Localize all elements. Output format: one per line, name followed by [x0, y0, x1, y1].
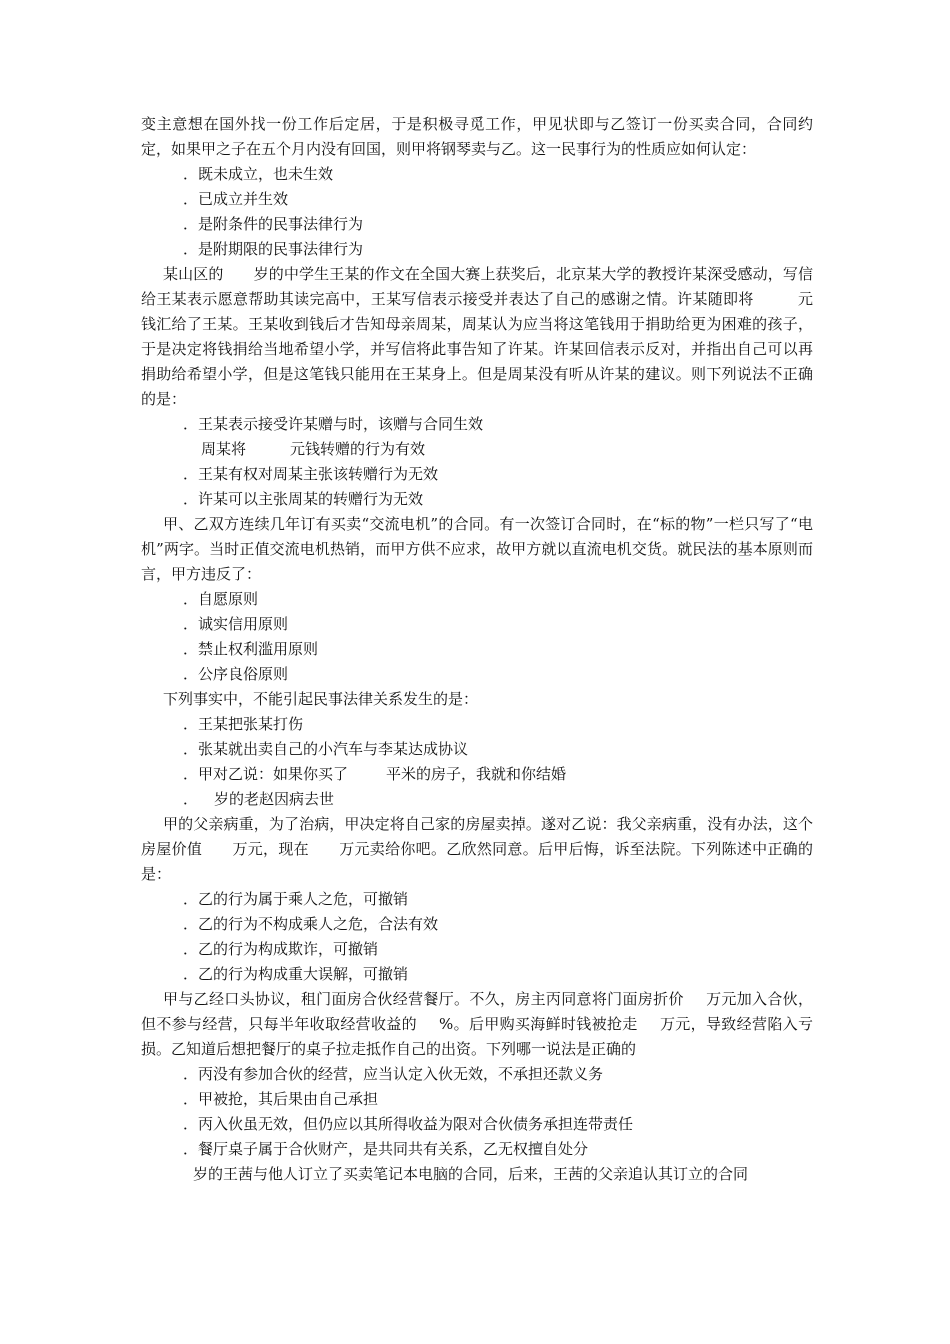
q7-stem: 岁的王茜与他人订立了买卖笔记本电脑的合同，后来，王茜的父亲追认其订立的合同 — [193, 1165, 749, 1183]
q4-option-d: ． 岁的老赵因病去世 — [183, 790, 335, 808]
intro-paragraph: 变主意想在国外找一份工作后定居，于是积极寻觅工作，甲见状即与乙签订一份买卖合同，合同约定，如果甲之子在五个月内没有回国，则甲将钢琴卖与乙。这一民事行为的性质应如何认定： — [141, 115, 813, 158]
q5-option-b: ．乙的行为不构成乘人之危，合法有效 — [183, 915, 439, 933]
q5-option-list — [141, 887, 813, 987]
q5-stem: 甲的父亲病重，为了治病，甲决定将自己家的房屋卖掉。遂对乙说：我父亲病重，没有办法，这个房屋价值 万元，现在 万元卖给你吧。乙欣然同意。后甲后悔，诉至法院。下列陈述中正确的是： — [141, 815, 813, 883]
q2-option-list — [141, 412, 813, 512]
q4-option-b: ．张某就出卖自己的小汽车与李某达成协议 — [183, 740, 469, 758]
q4-option-a: ．王某把张某打伤 — [183, 715, 304, 733]
q2-option-b: 周某将 元钱转赠的行为有效 — [201, 440, 426, 458]
q3-option-list — [141, 587, 813, 687]
q5-option-c: ．乙的行为构成欺诈，可撤销 — [183, 940, 379, 958]
q4-option-c: ．甲对乙说：如果你买了 平米的房子，我就和你结婚 — [183, 765, 567, 783]
q2-option-c: ．王某有权对周某主张该转赠行为无效 — [183, 465, 439, 483]
document-page — [141, 112, 813, 1187]
q2-stem-part-3: 元钱汇给了王某。王某收到钱后才告知母亲周某，周某认为应当将这笔钱用于捐助给更为困难的孩子，于是决定将钱捐给当地希望小学，并写信将此事告知了许某。许某回信表示反对，并指出自己可以再捐助给希望小学，但是这笔钱只能用在王某身上。但是周某没有听从许某的建议。则下列说法不正确的是： — [141, 290, 813, 408]
q6-option-a: ．丙没有参加合伙的经营，应当认定入伙无效，不承担还款义务 — [183, 1065, 604, 1083]
q4-option-list — [141, 712, 813, 812]
q6-option-c: ．丙入伙虽无效，但仍应以其所得收益为限对合伙债务承担连带责任 — [183, 1115, 634, 1133]
q6-option-d: ．餐厅桌子属于合伙财产，是共同共有关系，乙无权擅自处分 — [183, 1140, 589, 1158]
q6-stem: 甲与乙经口头协议，租门面房合伙经营餐厅。不久，房主丙同意将门面房折价 万元加入合伙，但不参与经营，只每半年收取经营收益的 %。后甲购买海鲜时钱被抢走 万元，导致经营陷入亏损。乙知道后想把餐厅的桌子拉走抵作自己的出资。下列哪一说法是正确的 — [141, 990, 813, 1058]
q2-stem-part-2: 岁的中学生王某的作文在全国大赛上获奖后，北京某大学的教授许某深受感动，写信给王某表示愿意帮助其读完高中，王某写信表示接受并表达了自己的感谢之情。许某随即将 — [141, 265, 813, 308]
q1-option-c: ．是附条件的民事法律行为 — [183, 215, 364, 233]
q6-option-b: ．甲被抢，其后果由自己承担 — [183, 1090, 379, 1108]
q6-option-list — [141, 1062, 813, 1162]
q1-option-d: ．是附期限的民事法律行为 — [183, 240, 364, 258]
q1-option-a: ．既未成立，也未生效 — [183, 165, 334, 183]
q4-stem: 下列事实中，不能引起民事法律关系发生的是： — [163, 690, 479, 708]
q2-stem-part-1: 某山区的 — [163, 265, 224, 283]
q3-option-a: ．自愿原则 — [183, 590, 259, 608]
q5-option-d: ．乙的行为构成重大误解，可撤销 — [183, 965, 409, 983]
q3-option-d: ．公序良俗原则 — [183, 665, 289, 683]
q3-option-b: ．诚实信用原则 — [183, 615, 289, 633]
q2-option-d: ．许某可以主张周某的转赠行为无效 — [183, 490, 424, 508]
q3-option-c: ．禁止权利滥用原则 — [183, 640, 319, 658]
q1-option-list — [141, 162, 813, 262]
q2-stem — [141, 262, 813, 412]
q1-option-b: ．已成立并生效 — [183, 190, 289, 208]
q2-option-a: ．王某表示接受许某赠与时，该赠与合同生效 — [183, 415, 484, 433]
q5-option-a: ．乙的行为属于乘人之危，可撤销 — [183, 890, 409, 908]
q3-stem: 甲、乙双方连续几年订有买卖“交流电机”的合同。有一次签订合同时，在“标的物”一栏只写了“电机”两字。当时正值交流电机热销，而甲方供不应求，故甲方就以直流电机交货。就民法的基本原则而言，甲方违反了： — [141, 515, 813, 583]
